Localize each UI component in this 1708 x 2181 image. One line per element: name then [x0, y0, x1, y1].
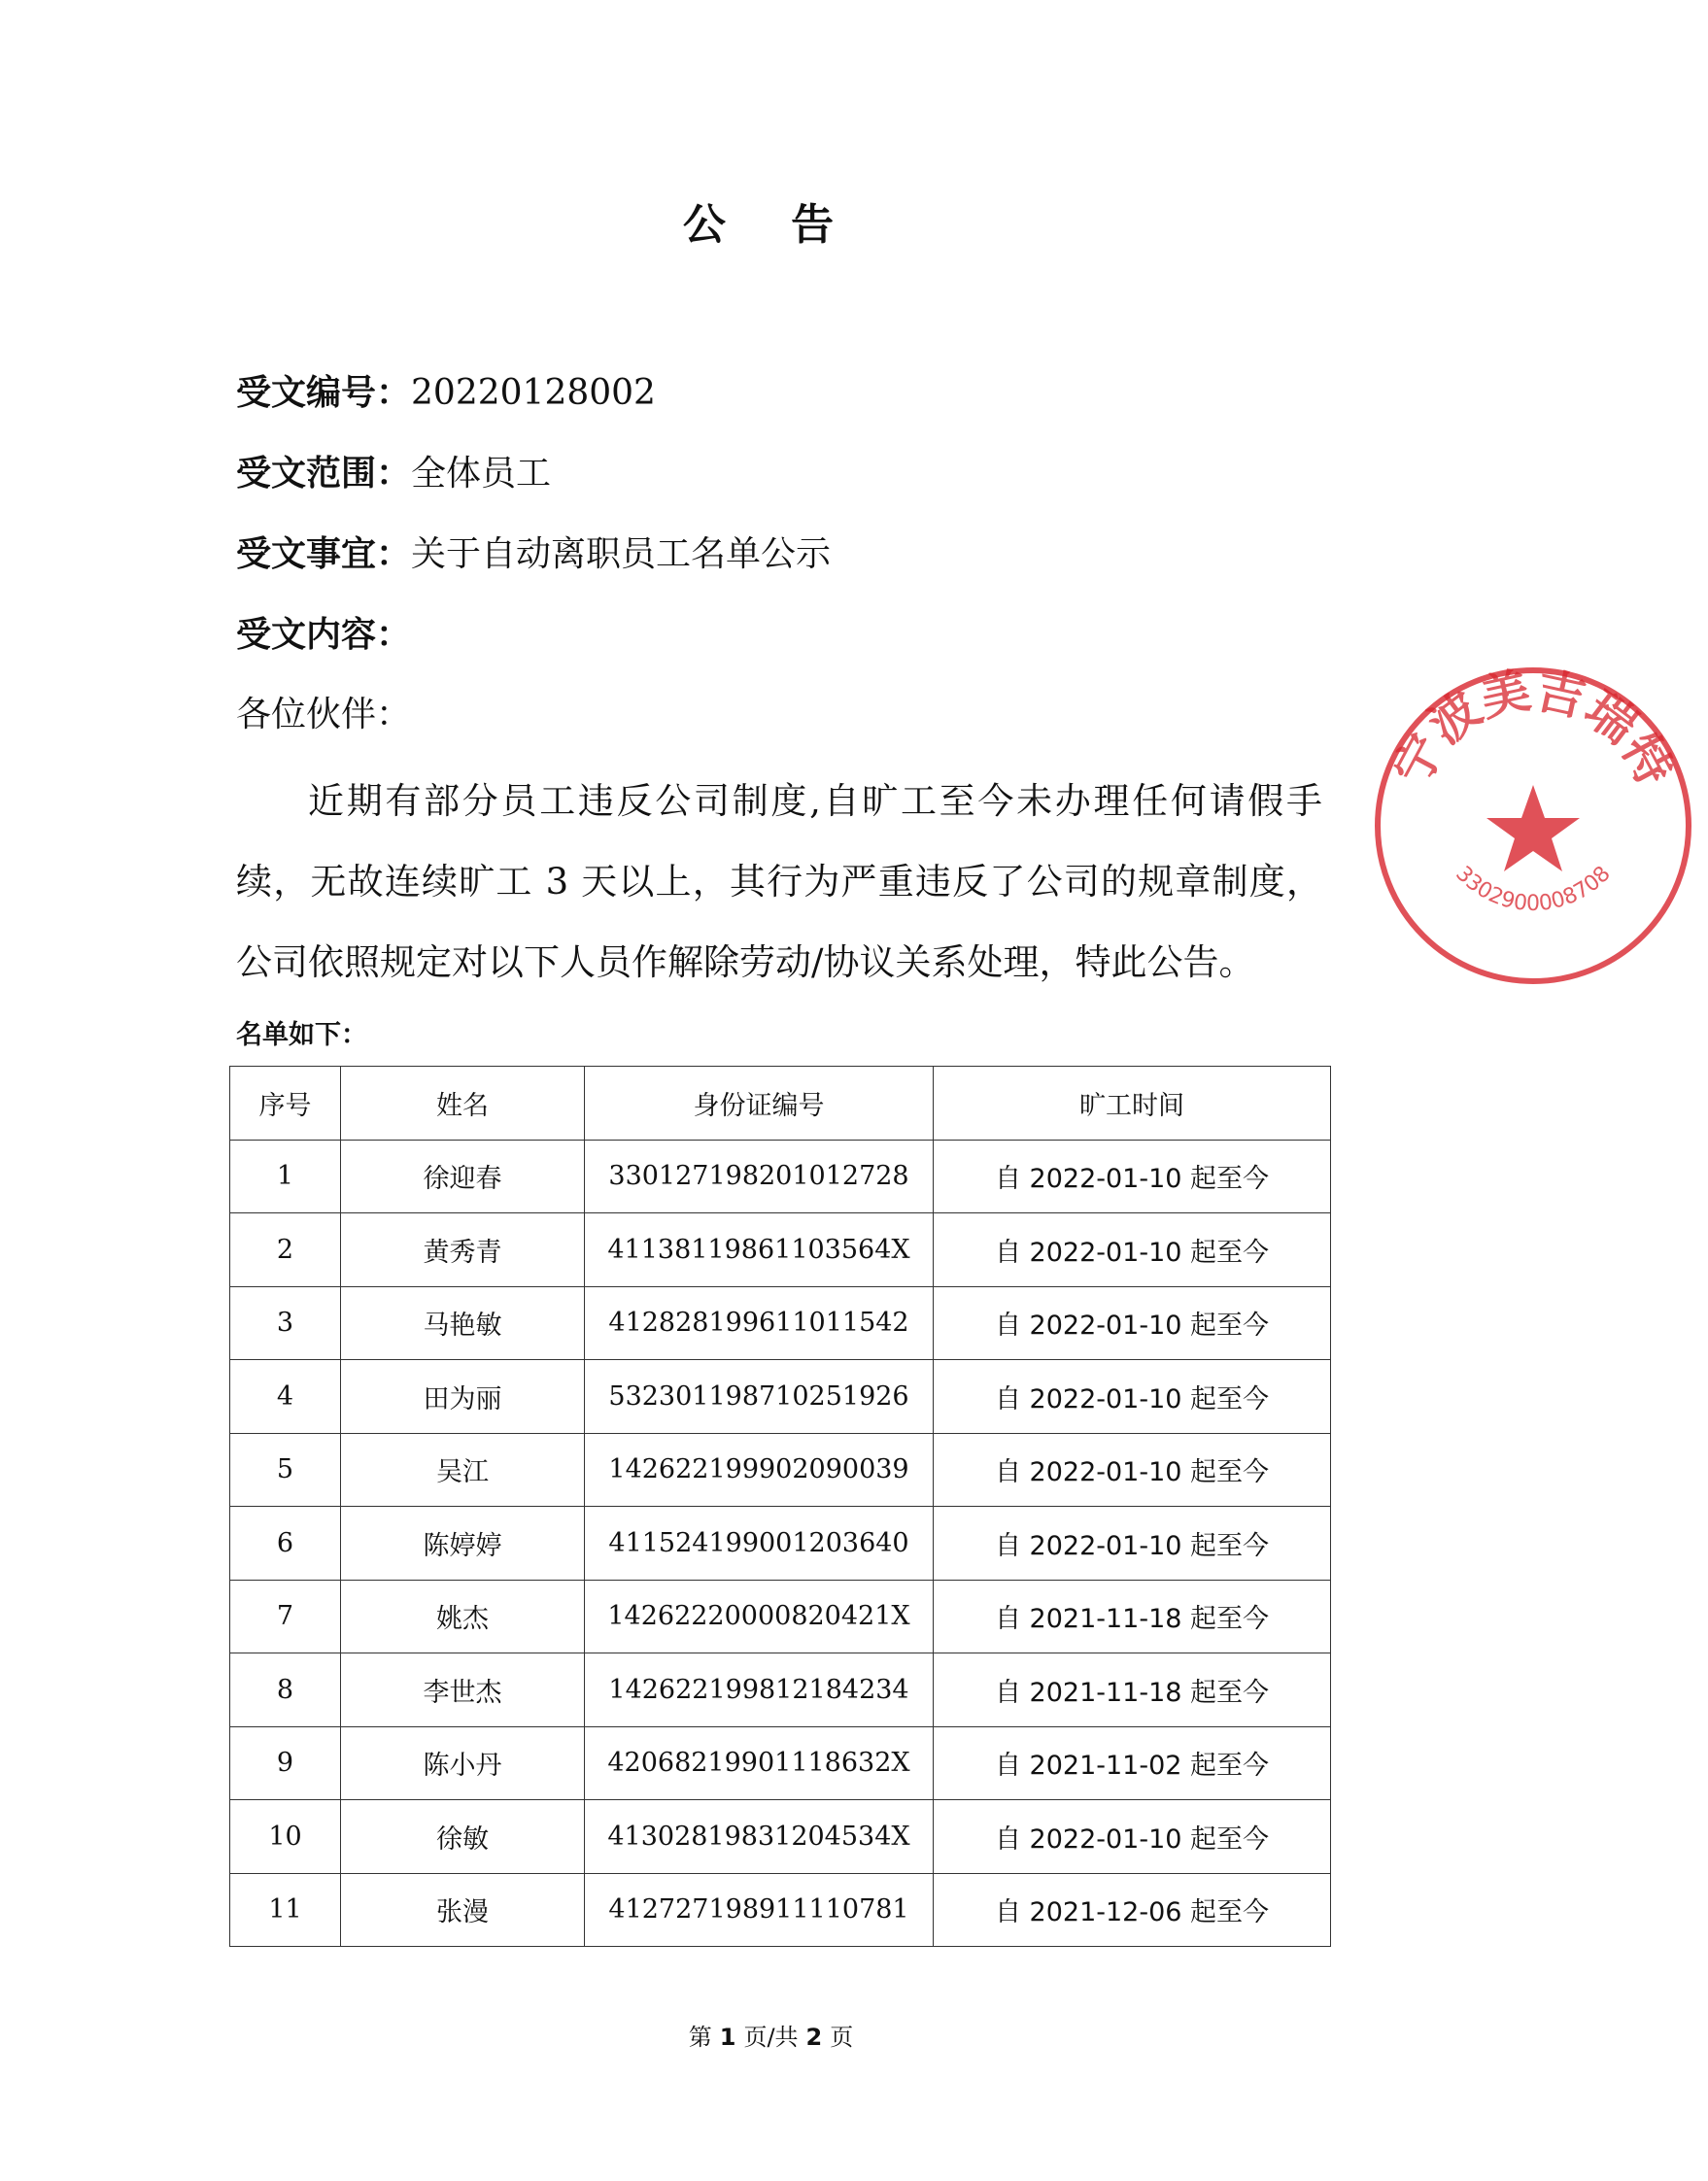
- cell-no: 8: [230, 1653, 341, 1727]
- table-row: [230, 1360, 1331, 1434]
- cell-id: 142622199902090039: [585, 1433, 934, 1507]
- cell-time: 自 2022-01-10 起至今: [934, 1360, 1331, 1434]
- table-row: [230, 1800, 1331, 1874]
- cell-time: 自 2021-11-18 起至今: [934, 1580, 1331, 1653]
- table-row: [230, 1873, 1331, 1947]
- cell-time: 自 2022-01-10 起至今: [934, 1433, 1331, 1507]
- cell-name: 马艳敏: [341, 1286, 585, 1360]
- table-row: [230, 1653, 1331, 1727]
- table-row: [230, 1140, 1331, 1213]
- cell-no: 2: [230, 1213, 341, 1287]
- cell-name: 陈小丹: [341, 1726, 585, 1800]
- cell-time: 自 2021-11-18 起至今: [934, 1653, 1331, 1727]
- header-name: 姓名: [341, 1067, 585, 1141]
- document-title: 公 告: [682, 200, 860, 250]
- cell-name: 吴江: [341, 1433, 585, 1507]
- table-row: [230, 1507, 1331, 1581]
- cell-time: 自 2021-11-02 起至今: [934, 1726, 1331, 1800]
- seal-stamp-icon: [1358, 651, 1708, 1001]
- field-doc-number: [236, 367, 656, 419]
- header-id: 身份证编号: [585, 1067, 934, 1141]
- company-seal: [1358, 651, 1684, 1001]
- field-label: 受文编号：: [236, 372, 412, 413]
- list-heading: 名单如下：: [236, 1020, 367, 1050]
- header-time: 旷工时间: [934, 1067, 1331, 1141]
- table-row: [230, 1726, 1331, 1800]
- cell-id: 330127198201012728: [585, 1140, 934, 1213]
- cell-id: 532301198710251926: [585, 1360, 934, 1434]
- table-row: [230, 1580, 1331, 1653]
- cell-name: 陈婷婷: [341, 1507, 585, 1581]
- cell-no: 9: [230, 1726, 341, 1800]
- cell-id: 412828199611011542: [585, 1286, 934, 1360]
- cell-id: 412727198911110781: [585, 1873, 934, 1947]
- cell-id: 42068219901118632X: [585, 1726, 934, 1800]
- svg-text:3302900008708: 3302900008708: [1451, 862, 1616, 917]
- field-label: 受文事宜：: [236, 533, 412, 574]
- cell-name: 徐迎春: [341, 1140, 585, 1213]
- cell-no: 5: [230, 1433, 341, 1507]
- footer-middle: 页/共: [743, 2024, 799, 2051]
- field-scope: [236, 448, 551, 499]
- page-footer: [0, 2018, 1542, 2052]
- cell-id: 14262220000820421X: [585, 1580, 934, 1653]
- greeting: 各位伙伴：: [236, 695, 412, 734]
- cell-id: 411524199001203640: [585, 1507, 934, 1581]
- cell-no: 10: [230, 1800, 341, 1874]
- cell-time: 自 2022-01-10 起至今: [934, 1140, 1331, 1213]
- field-value: 全体员工: [411, 454, 552, 494]
- employee-table: [229, 1066, 1331, 1947]
- cell-time: 自 2022-01-10 起至今: [934, 1286, 1331, 1360]
- cell-name: 姚杰: [341, 1580, 585, 1653]
- table-row: [230, 1213, 1331, 1287]
- table-header-row: [230, 1067, 1331, 1141]
- cell-no: 6: [230, 1507, 341, 1581]
- cell-no: 4: [230, 1360, 341, 1434]
- cell-name: 田为丽: [341, 1360, 585, 1434]
- footer-prefix: 第: [688, 2024, 712, 2051]
- table-row: [230, 1286, 1331, 1360]
- cell-name: 李世杰: [341, 1653, 585, 1727]
- cell-time: 自 2022-01-10 起至今: [934, 1213, 1331, 1287]
- cell-time: 自 2022-01-10 起至今: [934, 1800, 1331, 1874]
- cell-no: 3: [230, 1286, 341, 1360]
- cell-time: 自 2022-01-10 起至今: [934, 1507, 1331, 1581]
- cell-id: 41138119861103564X: [585, 1213, 934, 1287]
- body-paragraph: 近期有部分员工违反公司制度,自旷工至今未办理任何请假手续，无故连续旷工 3 天以上，其行为严重违反了公司的规章制度，公司依照规定对以下人员作解除劳动/协议关系处理，特此公告。: [236, 780, 1322, 983]
- footer-total-pages: 2: [805, 2024, 823, 2051]
- cell-name: 黄秀青: [341, 1213, 585, 1287]
- footer-suffix: 页: [830, 2024, 854, 2051]
- field-label: 受文内容：: [236, 614, 412, 655]
- footer-page-number: 1: [719, 2024, 736, 2051]
- field-label: 受文范围：: [236, 453, 412, 494]
- field-value: 20220128002: [411, 373, 656, 413]
- field-subject: [236, 528, 831, 580]
- field-content: [236, 609, 411, 661]
- cell-no: 1: [230, 1140, 341, 1213]
- svg-text:宁波美吉瑞特: 宁波美吉瑞特: [1383, 662, 1684, 795]
- table-row: [230, 1433, 1331, 1507]
- cell-id: 41302819831204534X: [585, 1800, 934, 1874]
- cell-id: 142622199812184234: [585, 1653, 934, 1727]
- cell-name: 张漫: [341, 1873, 585, 1947]
- cell-no: 7: [230, 1580, 341, 1653]
- header-no: 序号: [230, 1067, 341, 1141]
- cell-time: 自 2021-12-06 起至今: [934, 1873, 1331, 1947]
- cell-name: 徐敏: [341, 1800, 585, 1874]
- field-value: 关于自动离职员工名单公示: [411, 534, 832, 574]
- cell-no: 11: [230, 1873, 341, 1947]
